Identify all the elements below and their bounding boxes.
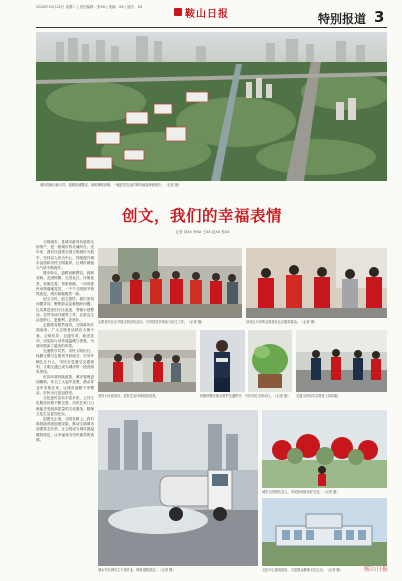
- caption-park: 城市公园景色宜人，市民休闲娱乐好去处。（记者 摄）: [262, 490, 340, 494]
- logo-text: 鞍山日报: [185, 8, 229, 20]
- watermark-text: 鞍山日报: [363, 566, 388, 573]
- section-title: 特别报道: [318, 12, 367, 26]
- police-photo: [200, 330, 245, 392]
- article-headline: 创文，我们的幸福表情: [121, 206, 282, 225]
- culture-center-photo: [262, 498, 387, 566]
- paragraph: 文化惠民活动丰富多彩，公共文化服务体系不断完善，市民在家门口就能享受到高质量的文化服务，精神文化生活更加充实。: [36, 396, 94, 416]
- sprinkler-truck-photo: [98, 410, 258, 566]
- caption-volunteers: 志愿者在社区开展文明宣传活动，引导居民共同参与创文工作。（记者 摄）: [98, 320, 205, 324]
- page-number: 3: [374, 8, 385, 26]
- paragraph: 交通秩序井然，市民文明出行。执勤交警与志愿者并肩值守，引导车辆礼让行人，市民自觉遵守交通规则，文明交通已成为城市的一道亮丽风景线。: [36, 349, 94, 375]
- paragraph: 创文为民，创文惠民。我们坚持问题导向，聚焦群众急难愁盼问题，扎实推进老旧小区改造、背街小巷整治、农贸市场升级等工作，让群众生活更舒心、更便利、更美好。: [36, 297, 94, 323]
- caption-building: 文化中心建成投用，丰富群众精神文化生活。（记者 摄）: [262, 568, 343, 572]
- caption-traffic: 交通文明劝导志愿者上岗执勤。: [296, 394, 341, 398]
- masthead-logo: [174, 4, 229, 20]
- park-photo: [262, 410, 387, 488]
- paragraph: 文明城市，是城市最具价值的无形资产，是一座城市的灵魂所在。近年来，我们以创建全国文明城市为抓手，坚持以人民为中心，持续提升城市品质和市民文明素养，让城市颜值与气质不断提升。: [36, 240, 94, 271]
- caption-volunteers-2: 身穿红马甲的志愿者在社区服务群众。（记者 摄）: [246, 320, 318, 324]
- article-byline: 记者 刘XX 李XX 王XX 赵XX 张XX: [175, 230, 230, 234]
- aerial-city-photo: [36, 32, 387, 181]
- plants-photo: [248, 330, 292, 392]
- caption-aerial: 城市面貌日新月异，道路宽阔整洁，绿树掩映高楼，一幅宜居宜业的城市画卷徐徐展开。（记者 摄）: [40, 183, 182, 187]
- traffic-photo: [296, 330, 387, 392]
- caption-elderly: 老旧小区改造后，居民生活环境明显改善。: [98, 394, 159, 398]
- caption-sprinkler: 洒水车在城市主干道作业，保持道路清洁。（记者 摄）: [98, 568, 176, 572]
- paragraph: 市容环境持续改善，城市管理更加精细。环卫工人起早贪黑，洒水作业车穿梭往来，让城市道路干净整洁，市民出行更加舒适。: [36, 375, 94, 395]
- paragraph: 创建无止境，文明在路上。我们将持续巩固创建成果，推动文明城市创建常态长效，让文明成为城市最温暖的底色，让幸福成为市民最美的表情。: [36, 416, 94, 442]
- logo-icon: [174, 8, 182, 16]
- article-body-column: [36, 240, 94, 572]
- issue-meta: 2024年10月22日 星期二 | 责任编辑：张XX | 美编：XX | 版式：XX: [36, 5, 143, 9]
- volunteers-photo: [98, 248, 242, 318]
- residents-photo: [98, 330, 196, 392]
- page-header: [0, 0, 402, 28]
- caption-police: 执勤民警在街头维护交通秩序，引导市民文明出行。（记者 摄）: [200, 394, 291, 398]
- paragraph: 志愿服务蔚然成风，文明新风扑面而来。广大志愿者活跃在大街小巷，文明劝导、交通引导、助老扶幼，用实际行动传递温暖与善意，为城市增添了最美的风景。: [36, 323, 94, 349]
- header-rule: [36, 27, 387, 28]
- volunteers-red-vest-photo: [246, 248, 387, 318]
- paragraph: 漫步街头，道路宽敞整洁，绿树成荫，花团锦簇；走进社区，环境优美，设施完善，邻里和睦。一项项惠民举措落地见效，一个个文明细节悄然改变，城市面貌焕然一新。: [36, 271, 94, 297]
